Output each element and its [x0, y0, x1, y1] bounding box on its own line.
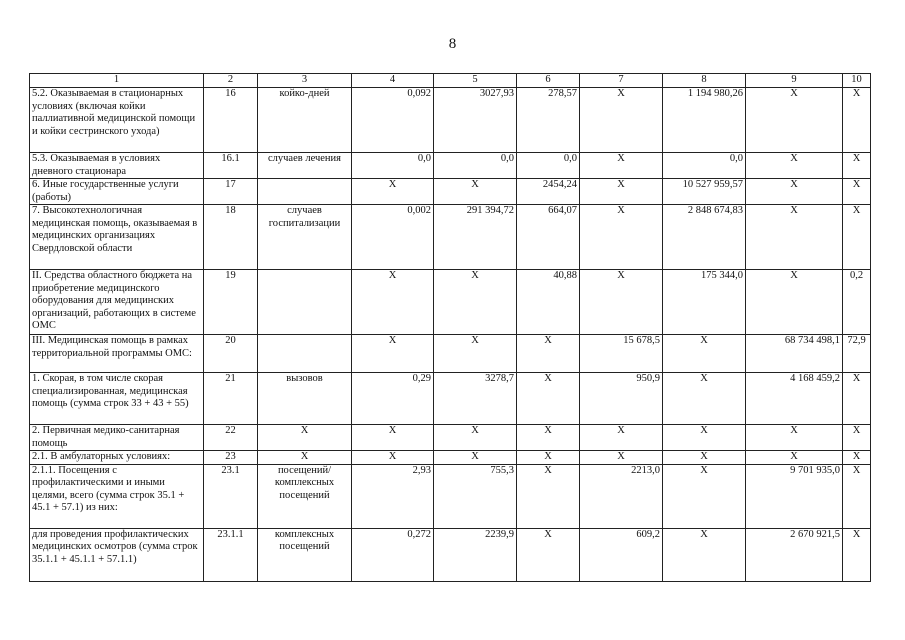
unit: койко-дней — [258, 88, 352, 153]
col-5-value: X — [434, 335, 517, 373]
col-7-value: X — [580, 88, 663, 153]
col-10-value: X — [843, 88, 871, 153]
col-6-value: 40,88 — [517, 270, 580, 335]
col-9-value: 4 168 459,2 — [746, 373, 843, 425]
col-9-value: X — [746, 205, 843, 270]
col-5-value: 3278,7 — [434, 373, 517, 425]
col-10-value: 72,9 — [843, 335, 871, 373]
col-9-value: X — [746, 88, 843, 153]
col-9-value: 9 701 935,0 — [746, 464, 843, 528]
col-4-value: 0,272 — [352, 528, 434, 581]
row-code: 16.1 — [204, 153, 258, 179]
row-label: 7. Высокотехнологичная медицинская помощь, оказываемая в медицинских организациях Свердловской области — [30, 205, 204, 270]
col-4-value: X — [352, 425, 434, 451]
row-label: 5.3. Оказываемая в условиях дневного стационара — [30, 153, 204, 179]
col-10-value: X — [843, 425, 871, 451]
header-cell: 2 — [204, 74, 258, 88]
row-code: 22 — [204, 425, 258, 451]
unit: случаев лечения — [258, 153, 352, 179]
col-5-value: 2239,9 — [434, 528, 517, 581]
col-5-value: 755,3 — [434, 464, 517, 528]
col-8-value: X — [663, 373, 746, 425]
col-7-value: X — [580, 425, 663, 451]
col-6-value: X — [517, 335, 580, 373]
col-10-value: X — [843, 528, 871, 581]
unit — [258, 270, 352, 335]
header-cell: 7 — [580, 74, 663, 88]
col-6-value: X — [517, 464, 580, 528]
col-10-value: X — [843, 153, 871, 179]
row-code: 20 — [204, 335, 258, 373]
unit — [258, 335, 352, 373]
col-6-value: X — [517, 373, 580, 425]
table-row — [30, 425, 871, 451]
unit: комплексных посещений — [258, 528, 352, 581]
col-4-value: X — [352, 270, 434, 335]
col-6-value: X — [517, 451, 580, 465]
col-10-value: X — [843, 179, 871, 205]
col-4-value: 0,29 — [352, 373, 434, 425]
col-4-value: 0,002 — [352, 205, 434, 270]
col-6-value: X — [517, 425, 580, 451]
col-6-value: 664,07 — [517, 205, 580, 270]
col-4-value: 0,0 — [352, 153, 434, 179]
header-cell: 8 — [663, 74, 746, 88]
col-9-value: X — [746, 425, 843, 451]
col-10-value: X — [843, 464, 871, 528]
row-label: 2.1.1. Посещения с профилактическими и иными целями, всего (сумма строк 35.1 + 45.1 + 57.1) из них: — [30, 464, 204, 528]
table-row — [30, 464, 871, 528]
col-8-value: 0,0 — [663, 153, 746, 179]
row-code: 17 — [204, 179, 258, 205]
row-label: 1. Скорая, в том числе скорая специализированная, медицинская помощь (сумма строк 33 + 43 + 55) — [30, 373, 204, 425]
unit — [258, 179, 352, 205]
col-4-value: X — [352, 451, 434, 465]
unit: X — [258, 425, 352, 451]
row-code: 21 — [204, 373, 258, 425]
unit: случаев госпитализации — [258, 205, 352, 270]
col-10-value: X — [843, 451, 871, 465]
table-header-row — [30, 74, 871, 88]
col-8-value: X — [663, 528, 746, 581]
unit: вызовов — [258, 373, 352, 425]
table-row — [30, 153, 871, 179]
col-7-value: X — [580, 153, 663, 179]
col-8-value: 10 527 959,57 — [663, 179, 746, 205]
unit: посещений/ комплексных посещений — [258, 464, 352, 528]
table-row — [30, 88, 871, 153]
table-row — [30, 205, 871, 270]
table-row — [30, 451, 871, 465]
row-code: 18 — [204, 205, 258, 270]
unit: X — [258, 451, 352, 465]
col-4-value: 0,092 — [352, 88, 434, 153]
row-label: 2. Первичная медико-санитарная помощь — [30, 425, 204, 451]
col-7-value: 2213,0 — [580, 464, 663, 528]
col-4-value: 2,93 — [352, 464, 434, 528]
col-5-value: X — [434, 451, 517, 465]
row-code: 19 — [204, 270, 258, 335]
col-8-value: X — [663, 464, 746, 528]
col-5-value: 3027,93 — [434, 88, 517, 153]
col-10-value: X — [843, 373, 871, 425]
header-cell: 6 — [517, 74, 580, 88]
col-9-value: X — [746, 270, 843, 335]
col-7-value: X — [580, 451, 663, 465]
row-label: 2.1. В амбулаторных условиях: — [30, 451, 204, 465]
header-cell: 5 — [434, 74, 517, 88]
col-7-value: X — [580, 179, 663, 205]
row-code: 23 — [204, 451, 258, 465]
col-8-value: 2 848 674,83 — [663, 205, 746, 270]
col-7-value: 15 678,5 — [580, 335, 663, 373]
row-label: II. Средства областного бюджета на приобретение медицинского оборудования для медицинских организаций, работающих в системе ОМС — [30, 270, 204, 335]
col-10-value: 0,2 — [843, 270, 871, 335]
col-6-value: 2454,24 — [517, 179, 580, 205]
col-5-value: 291 394,72 — [434, 205, 517, 270]
col-9-value: 68 734 498,1 — [746, 335, 843, 373]
header-cell: 9 — [746, 74, 843, 88]
col-7-value: X — [580, 205, 663, 270]
col-8-value: X — [663, 425, 746, 451]
col-5-value: X — [434, 425, 517, 451]
data-table — [29, 73, 871, 582]
page-number: 8 — [448, 36, 457, 52]
col-4-value: X — [352, 179, 434, 205]
col-9-value: X — [746, 179, 843, 205]
col-5-value: X — [434, 270, 517, 335]
col-8-value: X — [663, 335, 746, 373]
col-6-value: 278,57 — [517, 88, 580, 153]
row-code: 23.1.1 — [204, 528, 258, 581]
table-row — [30, 373, 871, 425]
col-10-value: X — [843, 205, 871, 270]
row-code: 16 — [204, 88, 258, 153]
col-9-value: X — [746, 153, 843, 179]
col-5-value: 0,0 — [434, 153, 517, 179]
table-row — [30, 270, 871, 335]
row-label: 6. Иные государственные услуги (работы) — [30, 179, 204, 205]
col-5-value: X — [434, 179, 517, 205]
header-cell: 3 — [258, 74, 352, 88]
col-8-value: 1 194 980,26 — [663, 88, 746, 153]
col-7-value: 609,2 — [580, 528, 663, 581]
header-cell: 10 — [843, 74, 871, 88]
table-row — [30, 528, 871, 581]
table-row — [30, 335, 871, 373]
col-6-value: 0,0 — [517, 153, 580, 179]
row-label: 5.2. Оказываемая в стационарных условиях (включая койки паллиативной медицинской помощи и койки сестринского ухода) — [30, 88, 204, 153]
col-9-value: 2 670 921,5 — [746, 528, 843, 581]
col-7-value: 950,9 — [580, 373, 663, 425]
row-label: для проведения профилактических медицинских осмотров (сумма строк 35.1.1 + 45.1.1 + 57.1.1) — [30, 528, 204, 581]
header-cell: 1 — [30, 74, 204, 88]
col-6-value: X — [517, 528, 580, 581]
header-cell: 4 — [352, 74, 434, 88]
col-9-value: X — [746, 451, 843, 465]
row-code: 23.1 — [204, 464, 258, 528]
col-4-value: X — [352, 335, 434, 373]
col-8-value: 175 344,0 — [663, 270, 746, 335]
row-label: III. Медицинская помощь в рамках территориальной программы ОМС: — [30, 335, 204, 373]
col-7-value: X — [580, 270, 663, 335]
col-8-value: X — [663, 451, 746, 465]
table-row — [30, 179, 871, 205]
